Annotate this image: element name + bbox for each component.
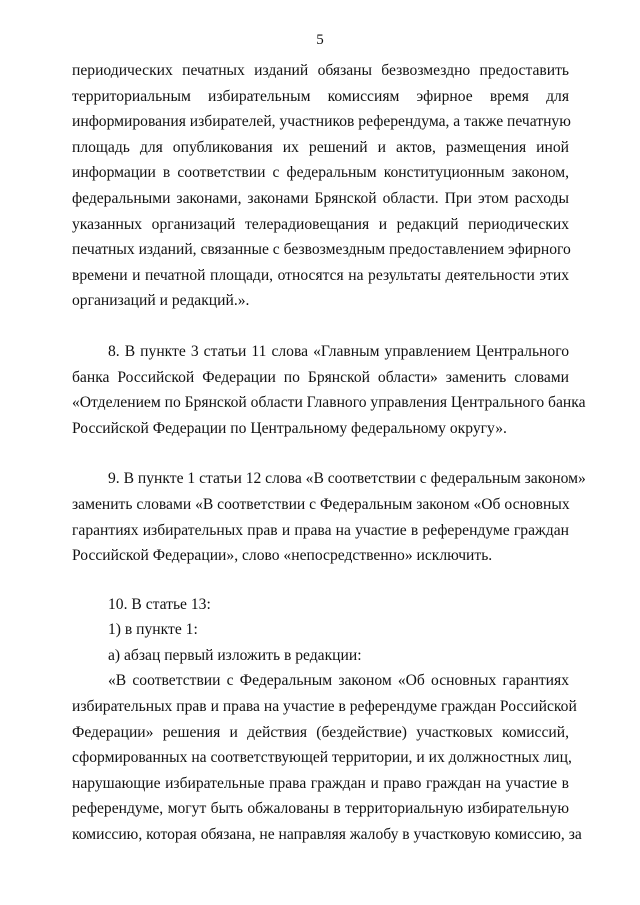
text-line: площадь для опубликования их решений и актов, размещения иной bbox=[72, 138, 569, 156]
text-line: референдуме, могут быть обжалованы в территориальную избирательную bbox=[72, 800, 569, 818]
text-line: организаций и редакций.». bbox=[72, 292, 250, 310]
paragraph-continuation bbox=[72, 58, 569, 314]
text-line: заменить словами «В соответствии с Федеральным законом «Об основных bbox=[72, 495, 570, 513]
text-line: избирательных прав и права на участие в референдуме граждан Российской bbox=[72, 698, 577, 716]
text-line: 9. В пункте 1 статьи 12 слова «В соответствии с федеральным законом» bbox=[108, 470, 586, 488]
text-line: гарантиях избирательных прав и права на участие в референдуме граждан bbox=[72, 521, 569, 539]
text-line: «Отделением по Брянской области Главного управления Центрального банка bbox=[72, 394, 586, 412]
text-line: 8. В пункте 3 статьи 11 слова «Главным управлением Центрального bbox=[108, 342, 569, 360]
paragraph-item-9 bbox=[72, 466, 586, 568]
paragraph-subitem-a bbox=[72, 643, 569, 669]
text-line: «В соответствии с Федеральным законом «Об основных гарантиях bbox=[108, 672, 569, 690]
page-number: 5 bbox=[316, 32, 324, 48]
paragraph-subitem-1 bbox=[72, 617, 569, 643]
text-line: 1) в пункте 1: bbox=[108, 621, 198, 639]
text-line: Российской Федерации по Центральному федеральному округу». bbox=[72, 419, 507, 437]
text-line: информирования избирателей, участников референдума, а также печатную bbox=[72, 113, 571, 131]
text-line: территориальным избирательным комиссиям эфирное время для bbox=[72, 87, 569, 105]
text-line: Федерации» решения и действия (бездействие) участковых комиссий, bbox=[72, 723, 569, 741]
text-line: указанных организаций телерадиовещания и редакций периодических bbox=[72, 215, 569, 233]
paragraph-item-10 bbox=[72, 592, 569, 618]
text-line: нарушающие избирательные права граждан и право граждан на участие в bbox=[72, 774, 569, 792]
text-line: печатных изданий, связанные с безвозмездным предоставлением эфирного bbox=[72, 241, 571, 259]
text-line: банка Российской Федерации по Брянской области» заменить словами bbox=[72, 368, 569, 386]
text-line: федеральными законами, законами Брянской области. При этом расходы bbox=[72, 189, 569, 207]
paragraph-quoted-text bbox=[72, 668, 582, 847]
text-line: а) абзац первый изложить в редакции: bbox=[108, 646, 362, 664]
text-line: комиссию, которая обязана, не направляя жалобу в участковую комиссию, за bbox=[72, 826, 582, 844]
text-line: информации в соответствии с федеральным конституционным законом, bbox=[72, 164, 569, 182]
paragraph-item-8 bbox=[72, 339, 586, 441]
text-line: Российской Федерации», слово «непосредственно» исключить. bbox=[72, 547, 493, 565]
text-line: сформированных на соответствующей территории, и их должностных лиц, bbox=[72, 749, 572, 767]
document-body bbox=[72, 58, 586, 848]
text-line: времени и печатной площади, относятся на результаты деятельности этих bbox=[72, 266, 569, 284]
text-line: периодических печатных изданий обязаны безвозмездно предоставить bbox=[72, 62, 569, 79]
text-line: 10. В статье 13: bbox=[108, 595, 211, 613]
